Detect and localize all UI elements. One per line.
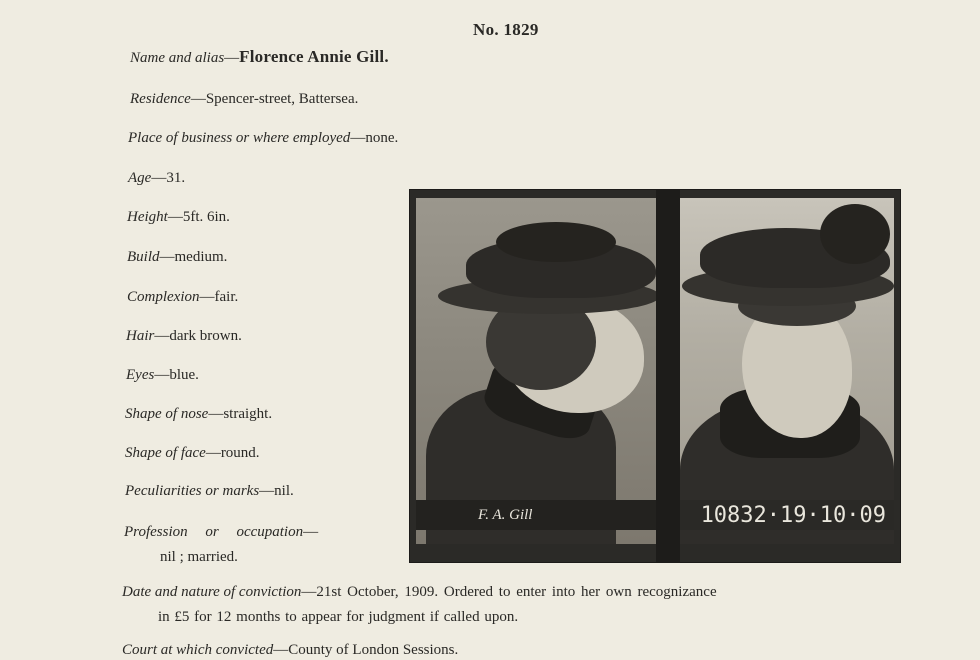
field-value: 31.	[166, 170, 186, 186]
field-label: Eyes	[126, 367, 155, 383]
field-label: Shape of nose	[125, 406, 209, 422]
record-number: No. 1829	[473, 20, 539, 39]
field-label: Build	[127, 249, 160, 265]
hat-feather-shape	[820, 204, 890, 264]
field-value: round.	[220, 445, 260, 461]
field-court: Court at which convicted—County of London Sessions.	[122, 642, 459, 658]
field-label: Date and nature of conviction	[122, 584, 302, 600]
field-value: medium.	[174, 249, 228, 265]
field-label: Residence	[130, 91, 191, 107]
field-label: Court at which convicted	[122, 642, 274, 658]
field-hair: Hair—dark brown.	[126, 328, 242, 344]
field-residence: Residence—Spencer-street, Battersea.	[130, 91, 359, 107]
photo-reference-number: 10832·19·10·09	[700, 503, 886, 528]
field-label: Hair	[126, 328, 155, 344]
field-conviction: Date and nature of conviction—21st October, 1909. Ordered to enter into her own recognizance	[122, 584, 717, 600]
field-nose: Shape of nose—straight.	[125, 406, 273, 422]
field-label: Peculiarities or marks	[125, 483, 260, 499]
field-value: dark brown.	[169, 328, 242, 344]
field-label: Name and alias	[130, 50, 225, 66]
field-value: 5ft. 6in.	[182, 209, 230, 225]
field-label: Complexion	[127, 289, 200, 305]
field-value: Spencer-street, Battersea.	[205, 91, 359, 107]
field-label: Place of business or where employed	[128, 130, 351, 146]
person-name: Florence Annie Gill.	[239, 47, 389, 66]
photo-divider	[656, 190, 680, 562]
field-age: Age—31.	[128, 170, 186, 186]
hat-feather-shape	[496, 222, 616, 262]
field-value: none.	[365, 130, 399, 146]
field-label: Profession or occupation	[124, 524, 304, 540]
field-value: nil.	[274, 483, 294, 499]
field-value: County of London Sessions.	[288, 642, 459, 658]
field-value: fair.	[214, 289, 239, 305]
photo-label-strip	[416, 500, 656, 530]
field-profession-value: nil ; married.	[160, 549, 238, 565]
field-build: Build—medium.	[127, 249, 228, 265]
field-label: Height	[127, 209, 168, 225]
conviction-line-1: 21st October, 1909. Ordered to enter into her own recognizance	[316, 584, 717, 600]
field-label: Shape of face	[125, 445, 206, 461]
field-eyes: Eyes—blue.	[126, 367, 199, 383]
mugshot-photograph	[410, 190, 900, 562]
front-photo-panel	[680, 198, 894, 544]
field-value: blue.	[169, 367, 199, 383]
field-profession: Profession or occupation—	[124, 524, 319, 540]
field-value: straight.	[223, 406, 273, 422]
field-label: Age	[128, 170, 152, 186]
field-complexion: Complexion—fair.	[127, 289, 239, 305]
profile-photo-panel	[416, 198, 656, 544]
field-height: Height—5ft. 6in.	[127, 209, 230, 225]
field-name: Name and alias—Florence Annie Gill.	[130, 47, 389, 66]
field-marks: Peculiarities or marks—nil.	[125, 483, 294, 499]
field-face: Shape of face—round.	[125, 445, 260, 461]
conviction-line-2: in £5 for 12 months to appear for judgment if called upon.	[158, 609, 519, 625]
field-business: Place of business or where employed—none.	[128, 130, 399, 146]
photo-signature: F. A. Gill	[478, 507, 533, 523]
